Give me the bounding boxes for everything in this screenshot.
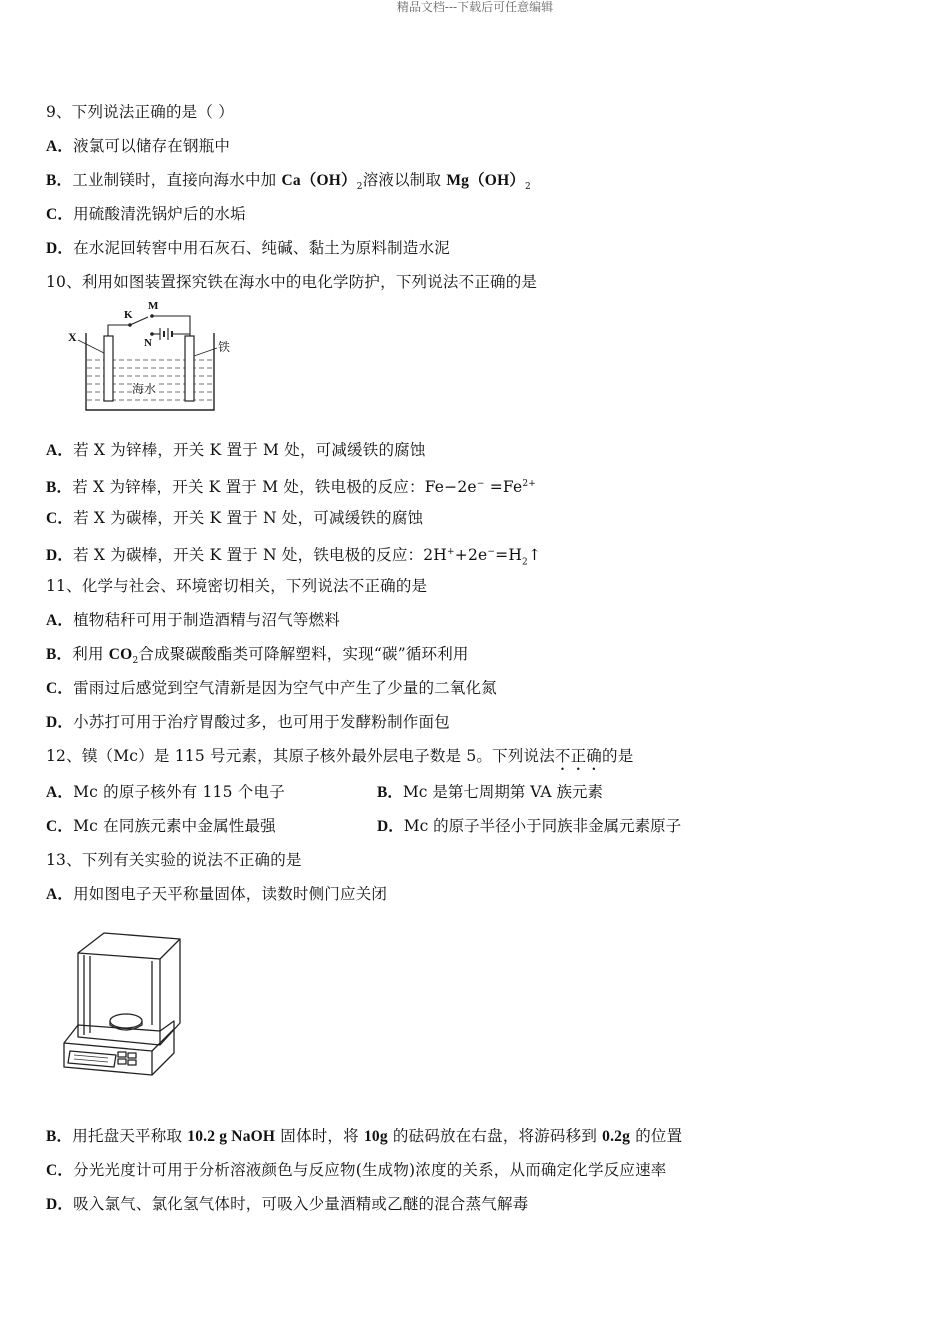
q12-option-a: A．Mc 的原子核外有 115 个电子 <box>46 783 285 801</box>
label-m: M <box>148 300 159 312</box>
q13-stem: 13、下列有关实验的说法不正确的是 <box>46 851 302 869</box>
label-seawater: 海水 <box>132 382 157 396</box>
q11-option-b: B．利用 $CO_2$合成聚碳酸酯类可降解塑料，实现“碳”循环利用 <box>46 645 469 667</box>
q13-option-b: B．用托盘天平称取 10.2 g NaOH 固体时，将 10g 的砝码放在右盘，将游码移到 0.2g 的位置 <box>46 1127 683 1145</box>
q12-option-d: D．Mc 的原子半径小于同族非金属元素原子 <box>377 817 682 835</box>
label-x: X <box>68 330 77 344</box>
q11-stem: 11、化学与社会、环境密切相关，下列说法不正确的是 <box>46 577 428 595</box>
label-n: N <box>144 337 152 349</box>
q10-option-b: B．若 X 为锌棒，开关 K 置于 M 处，铁电极的反应：$Fe-2e^- =Fe^{2+}$ <box>46 478 537 497</box>
electronic-balance-figure <box>56 925 186 1085</box>
q9-option-a: A．液氯可以储存在钢瓶中 <box>46 137 231 155</box>
q9-option-b: B．工业制镁时，直接向海水中加 $Ca(OH)_2$溶液以制取 $Mg(OH)_2$ <box>46 171 531 193</box>
q10-option-d: D．若 X 为碳棒，开关 K 置于 N 处，铁电极的反应：$2H^++2e^-=H_2↑$ <box>46 546 542 568</box>
q10-option-c: C．若 X 为碳棒，开关 K 置于 N 处，可减缓铁的腐蚀 <box>46 509 424 527</box>
label-iron: 铁 <box>218 340 231 354</box>
q10-stem: 10、利用如图装置探究铁在海水中的电化学防护，下列说法不正确的是 <box>46 273 538 291</box>
q12-option-c: C．Mc 在同族元素中金属性最强 <box>46 817 276 835</box>
q9-stem: 9、下列说法正确的是（ ） <box>46 103 234 121</box>
q13-option-c: C．分光光度计可用于分析溶液颜色与反应物(生成物)浓度的关系，从而确定化学反应速率 <box>46 1161 667 1179</box>
q11-option-d: D．小苏打可用于治疗胃酸过多，也可用于发酵粉制作面包 <box>46 713 450 731</box>
label-k: K <box>124 309 133 321</box>
q13-option-d: D．吸入氯气、氯化氢气体时，可吸入少量酒精或乙醚的混合蒸气解毒 <box>46 1195 529 1213</box>
emphasis-not-correct: 不正确 <box>554 747 603 765</box>
q11-option-a: A．植物秸秆可用于制造酒精与沼气等燃料 <box>46 611 340 629</box>
q11-option-c: C．雷雨过后感觉到空气清新是因为空气中产生了少量的二氧化氮 <box>46 679 497 697</box>
q13-option-a: A．用如图电子天平称量固体，读数时侧门应关闭 <box>46 885 388 903</box>
page-header: 精品文档---下载后可任意编辑 <box>396 0 554 14</box>
q12-option-b: B．Mc 是第七周期第 VA 族元素 <box>377 783 604 801</box>
q10-option-a: A．若 X 为锌棒，开关 K 置于 M 处，可减缓铁的腐蚀 <box>46 441 426 459</box>
q9-option-c: C．用硫酸清洗锅炉后的水垢 <box>46 205 246 223</box>
electrochemistry-apparatus-figure <box>64 298 244 418</box>
q12-stem: 12、镆（Mc）是 115 号元素，其原子核外最外层电子数是 5。下列说法不正确的是 <box>46 747 634 765</box>
q9-option-d: D．在水泥回转窖中用石灰石、纯碱、黏土为原料制造水泥 <box>46 239 450 257</box>
